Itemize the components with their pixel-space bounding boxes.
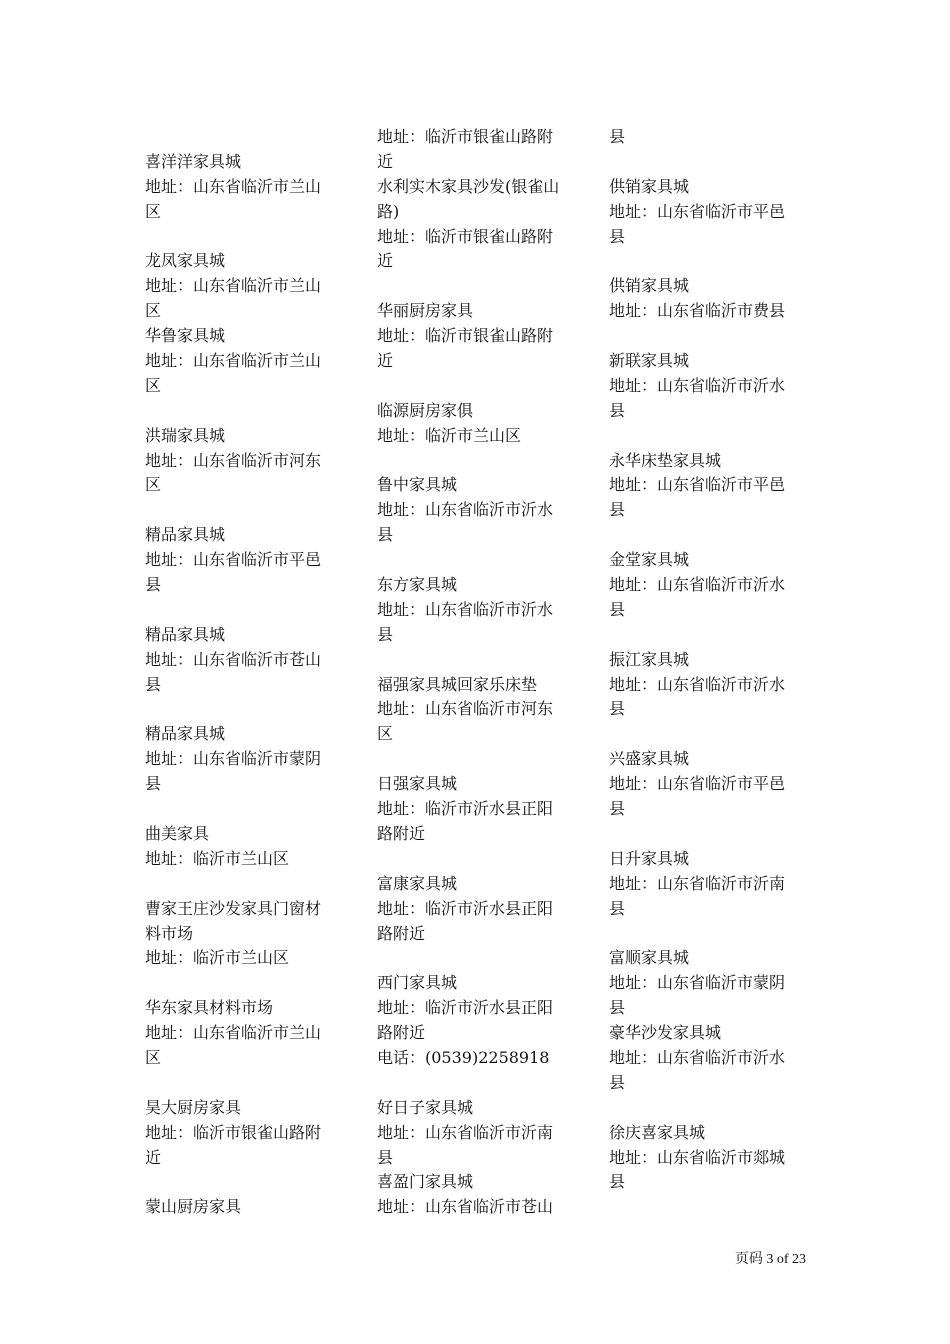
text-line: 地址：山东省临沂市沂南	[609, 873, 786, 893]
blank-line	[609, 249, 809, 274]
blank-line	[145, 1170, 345, 1195]
text-line: 区	[145, 375, 162, 395]
text-line: 县	[609, 1072, 626, 1092]
blank-line	[377, 374, 577, 399]
text-line: 区	[145, 475, 162, 495]
page-number: 页码 3 of 23	[734, 1252, 806, 1267]
blank-line	[145, 225, 345, 250]
blank-line	[377, 548, 577, 573]
text-line: 地址：山东省临沂市沂水	[609, 1047, 786, 1067]
text-line: 昊大厨房家具	[145, 1097, 242, 1117]
text-line: 地址：山东省临沂市兰山	[145, 1023, 322, 1043]
blank-line	[377, 274, 577, 299]
text-line: 龙凤家具城	[145, 251, 226, 271]
blank-line	[609, 424, 809, 449]
text-line: 县	[609, 226, 626, 246]
text-line: 区	[145, 201, 162, 221]
text-line: 日强家具城	[377, 774, 458, 794]
text-line: 地址：临沂市兰山区	[145, 948, 290, 968]
text-line: 好日子家具城	[377, 1097, 474, 1117]
text-line: 地址：山东省临沂市蒙阴	[145, 749, 322, 769]
blank-line	[145, 797, 345, 822]
text-column-2	[377, 125, 577, 1220]
text-line: 路附近	[377, 923, 426, 943]
text-line: 地址：山东省临沂市平邑	[145, 550, 322, 570]
text-line: 地址：临沂市兰山区	[145, 848, 290, 868]
text-line: 地址：临沂市银雀山路附	[377, 127, 554, 146]
text-line: 县	[609, 898, 626, 918]
text-line: 县	[609, 799, 626, 819]
text-line: 富康家具城	[377, 873, 458, 893]
text-line: 徐庆喜家具城	[609, 1122, 706, 1142]
text-line: 洪瑞家具城	[145, 425, 226, 445]
blank-line	[145, 598, 345, 623]
blank-line	[145, 498, 345, 523]
text-line: 地址：山东省临沂市蒙阴	[609, 973, 786, 993]
blank-line	[145, 697, 345, 722]
text-line: 地址：山东省临沂市平邑	[609, 475, 786, 495]
text-line: 县	[609, 127, 626, 146]
text-line: 地址：山东省临沂市沂南	[377, 1122, 554, 1142]
blank-line	[145, 399, 345, 424]
text-line: 电话：(0539)2258918	[377, 1047, 550, 1067]
text-line: 喜盈门家具城	[377, 1172, 474, 1192]
text-line: 地址：山东省临沂市费县	[609, 301, 786, 321]
text-line: 地址：山东省临沂市平邑	[609, 774, 786, 794]
text-line: 地址：山东省临沂市沂水	[377, 599, 554, 619]
text-line: 福强家具城回家乐床垫	[377, 674, 538, 694]
text-line: 精品家具城	[145, 525, 226, 545]
text-line: 东方家具城	[377, 575, 458, 595]
text-line: 鲁中家具城	[377, 475, 458, 495]
text-line: 华丽厨房家具	[377, 301, 474, 321]
text-line: 临源厨房家俱	[377, 400, 474, 420]
blank-line	[377, 747, 577, 772]
blank-line	[609, 822, 809, 847]
text-column-1	[145, 125, 345, 1220]
text-line: 喜洋洋家具城	[145, 151, 242, 171]
blank-line	[609, 922, 809, 947]
text-line: 地址：山东省临沂市苍山	[145, 649, 322, 669]
text-line: 近	[377, 151, 394, 171]
text-line: 县	[609, 500, 626, 520]
blank-line	[609, 623, 809, 648]
text-line: 县	[145, 575, 162, 595]
text-line: 县	[145, 674, 162, 694]
blank-line	[609, 150, 809, 175]
text-line: 近	[377, 351, 394, 371]
text-line: 料市场	[145, 923, 194, 943]
text-line: 地址：临沂市银雀山路附	[145, 1122, 322, 1142]
text-line: 金堂家具城	[609, 550, 690, 570]
text-line: 华东家具材料市场	[145, 998, 274, 1018]
text-line: 蒙山厨房家具	[145, 1197, 242, 1217]
text-line: 兴盛家具城	[609, 749, 690, 769]
text-line: 路)	[377, 201, 400, 221]
text-line: 路附近	[377, 823, 426, 843]
text-line: 供销家具城	[609, 176, 690, 196]
text-line: 县	[609, 699, 626, 719]
text-line: 区	[145, 301, 162, 321]
text-line: 振江家具城	[609, 649, 690, 669]
text-line: 地址：山东省临沂市河东	[377, 699, 554, 719]
text-line: 地址：临沂市沂水县正阳	[377, 898, 554, 918]
text-line: 县	[145, 774, 162, 794]
text-line: 地址：临沂市沂水县正阳	[377, 799, 554, 819]
text-line: 县	[609, 400, 626, 420]
blank-line	[609, 523, 809, 548]
text-line: 豪华沙发家具城	[609, 1023, 722, 1043]
text-line: 水利实木家具沙发(银雀山	[377, 176, 560, 196]
text-line: 县	[609, 998, 626, 1018]
text-line: 永华床垫家具城	[609, 450, 722, 470]
blank-line	[609, 324, 809, 349]
text-line: 富顺家具城	[609, 948, 690, 968]
text-line: 地址：山东省临沂市沂水	[377, 500, 554, 520]
text-line: 区	[145, 1047, 162, 1067]
text-line: 县	[377, 624, 394, 644]
text-line: 曹家王庄沙发家具门窗材	[145, 898, 322, 918]
text-line: 华鲁家具城	[145, 326, 226, 346]
blank-line	[145, 971, 345, 996]
text-line: 地址：山东省临沂市兰山	[145, 276, 322, 296]
text-line: 县	[377, 1147, 394, 1167]
text-line: 地址：临沂市银雀山路附	[377, 326, 554, 346]
text-line: 供销家具城	[609, 276, 690, 296]
text-line: 县	[609, 1172, 626, 1192]
text-line: 地址：山东省临沂市沂水	[609, 375, 786, 395]
text-column-3	[609, 125, 809, 1195]
text-line: 区	[377, 724, 394, 744]
text-line: 西门家具城	[377, 973, 458, 993]
blank-line	[609, 1096, 809, 1121]
text-line: 县	[377, 525, 394, 545]
text-line: 地址：山东省临沂市河东	[145, 450, 322, 470]
text-line: 曲美家具	[145, 823, 210, 843]
text-line: 精品家具城	[145, 624, 226, 644]
blank-line	[377, 648, 577, 673]
blank-line	[609, 722, 809, 747]
text-line: 地址：临沂市银雀山路附	[377, 226, 554, 246]
text-line: 地址：山东省临沂市平邑	[609, 201, 786, 221]
text-line: 地址：山东省临沂市兰山	[145, 176, 322, 196]
text-line: 地址：山东省临沂市苍山	[377, 1197, 554, 1217]
blank-line	[377, 946, 577, 971]
text-line: 地址：山东省临沂市兰山	[145, 351, 322, 371]
text-line: 精品家具城	[145, 724, 226, 744]
text-line: 地址：临沂市沂水县正阳	[377, 998, 554, 1018]
text-line: 近	[145, 1147, 162, 1167]
blank-line	[145, 1071, 345, 1096]
text-line: 地址：山东省临沂市沂水	[609, 674, 786, 694]
text-line: 县	[609, 599, 626, 619]
blank-line	[377, 1071, 577, 1096]
text-line: 地址：山东省临沂市郯城	[609, 1147, 786, 1167]
text-line: 路附近	[377, 1023, 426, 1043]
blank-line	[377, 847, 577, 872]
text-line: 新联家具城	[609, 351, 690, 371]
text-line: 近	[377, 251, 394, 271]
text-line: 地址：临沂市兰山区	[377, 425, 522, 445]
blank-line	[377, 449, 577, 474]
text-line: 日升家具城	[609, 848, 690, 868]
blank-line	[145, 872, 345, 897]
text-line: 地址：山东省临沂市沂水	[609, 575, 786, 595]
blank-line	[145, 125, 345, 150]
